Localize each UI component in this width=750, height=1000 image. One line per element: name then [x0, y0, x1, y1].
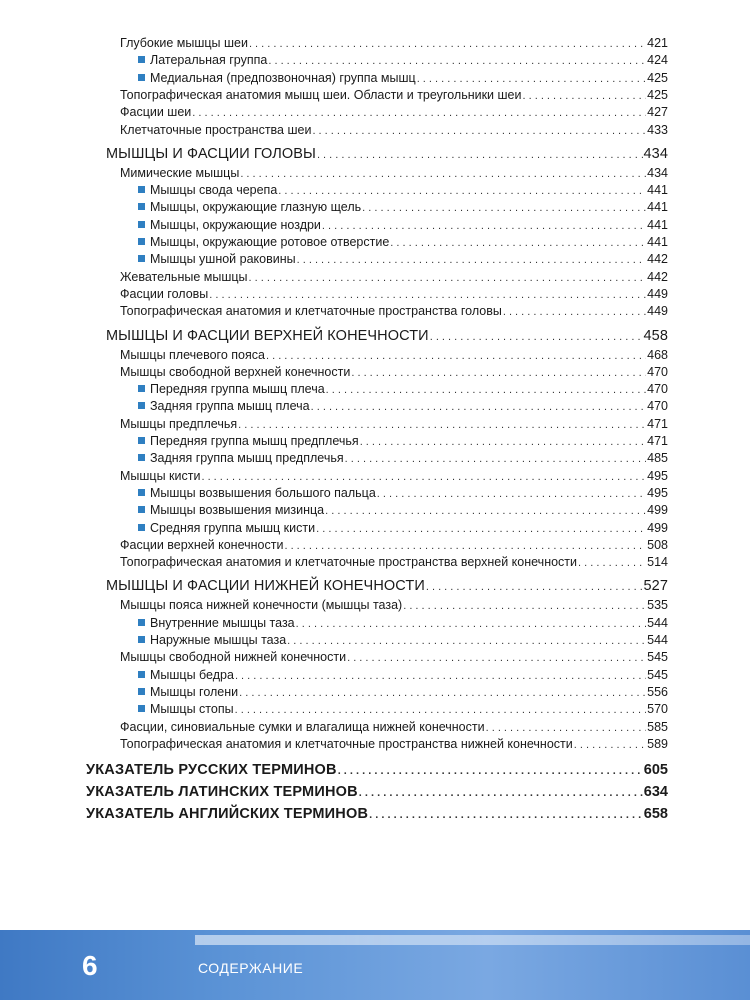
dot-leader: [503, 305, 646, 319]
square-bullet-icon: [138, 56, 145, 63]
toc-entry-page: 527: [643, 578, 668, 595]
toc-entry-title: Латеральная группа: [150, 53, 268, 68]
square-bullet-icon: [138, 186, 145, 193]
toc-entry: [138, 434, 668, 449]
toc-entry-page: 434: [643, 145, 668, 162]
toc-entry: [86, 806, 668, 824]
square-bullet-icon: [138, 203, 145, 210]
toc-entry: [106, 146, 668, 164]
dot-leader: [287, 634, 646, 648]
running-head: СОДЕРЖАНИЕ: [198, 960, 304, 976]
toc-entry: [138, 521, 668, 536]
toc-entry-page: 458: [643, 327, 668, 344]
toc-entry: [120, 304, 668, 319]
toc-entry-page: 425: [647, 70, 668, 85]
toc-entry: [120, 88, 668, 103]
toc-entry-title: Наружные мышцы таза: [150, 633, 287, 647]
toc-entry-title: УКАЗАТЕЛЬ РУССКИХ ТЕРМИНОВ: [86, 762, 337, 779]
square-bullet-icon: [138, 437, 145, 444]
toc-entry-title: Мышцы свода черепа: [150, 183, 278, 198]
toc-entry-title: Клетчаточные пространства шеи: [120, 122, 312, 137]
toc-entry: [138, 200, 668, 215]
toc-entry: [138, 382, 668, 397]
toc-entry-title: Мимические мышцы: [120, 165, 240, 180]
toc-entry-page: 434: [647, 165, 668, 180]
toc-entry: [120, 365, 668, 380]
dot-leader: [249, 271, 647, 285]
toc-entry-title: МЫШЦЫ И ФАСЦИИ ГОЛОВЫ: [106, 145, 316, 162]
toc-entry-page: 421: [647, 36, 668, 50]
toc-entry-page: 433: [647, 122, 668, 137]
square-bullet-icon: [138, 221, 145, 228]
toc-entry: [120, 36, 668, 51]
toc-entry-page: 449: [647, 304, 668, 319]
toc-entry-title: Глубокие мышцы шеи: [120, 36, 248, 50]
toc-entry: [138, 616, 668, 631]
dot-leader: [417, 72, 646, 86]
toc-entry-title: МЫШЦЫ И ФАСЦИИ ВЕРХНЕЙ КОНЕЧНОСТИ: [106, 327, 429, 344]
dot-leader: [284, 539, 646, 553]
square-bullet-icon: [138, 385, 145, 392]
toc-entry-page: 589: [647, 736, 668, 751]
dot-leader: [209, 288, 646, 302]
toc-entry-page: 495: [647, 468, 668, 483]
toc-entry-title: Фасции верхней конечности: [120, 537, 284, 552]
toc-entry: [138, 702, 668, 717]
toc-entry-page: 556: [647, 684, 668, 699]
dot-leader: [266, 349, 646, 363]
square-bullet-icon: [138, 671, 145, 678]
toc-entry-title: Мышцы стопы: [150, 702, 234, 717]
toc-entry: [138, 53, 668, 68]
toc-entry-page: 544: [647, 615, 668, 630]
toc-entry-page: 570: [647, 702, 668, 717]
toc-entry-title: Мышцы предплечья: [120, 416, 238, 431]
toc-entry-title: Задняя группа мышц предплечья: [150, 451, 344, 466]
square-bullet-icon: [138, 255, 145, 262]
dot-leader: [522, 89, 646, 103]
square-bullet-icon: [138, 636, 145, 643]
toc-entry-title: Фасции головы: [120, 286, 209, 301]
toc-entry-title: МЫШЦЫ И ФАСЦИИ НИЖНЕЙ КОНЕЧНОСТИ: [106, 578, 425, 595]
toc-entry-page: 545: [647, 650, 668, 665]
toc-entry-title: Фасции шеи: [120, 105, 192, 120]
toc-entry: [138, 218, 668, 233]
toc-entry: [138, 451, 668, 466]
dot-leader: [325, 504, 646, 518]
dot-leader: [192, 106, 646, 120]
dot-leader: [249, 37, 646, 51]
dot-leader: [240, 167, 646, 181]
toc-entry-page: 658: [643, 806, 668, 823]
dot-leader: [426, 579, 643, 596]
toc-entry-page: 442: [647, 269, 668, 284]
toc-entry-title: Задняя группа мышц плеча: [150, 399, 310, 414]
dot-leader: [326, 383, 646, 397]
toc-entry-title: Мышцы бедра: [150, 667, 234, 682]
toc-entry-page: 427: [647, 105, 668, 120]
square-bullet-icon: [138, 688, 145, 695]
toc-entry-page: 442: [647, 252, 668, 267]
footer-highlight-strip: [195, 935, 750, 945]
dot-leader: [377, 487, 646, 501]
toc-entry-page: 508: [647, 537, 668, 552]
toc-entry-title: Медиальная (предпозвоночная) группа мышц: [150, 70, 416, 85]
toc-entry: [120, 123, 668, 138]
dot-leader: [296, 617, 647, 631]
dot-leader: [322, 219, 646, 233]
toc-entry: [120, 598, 668, 613]
toc-entry: [138, 685, 668, 700]
toc-entry-page: 470: [647, 382, 668, 397]
dot-leader: [369, 807, 643, 824]
toc-entry-title: Передняя группа мышц плеча: [150, 382, 325, 397]
page-number: 6: [82, 950, 98, 981]
toc-entry-title: УКАЗАТЕЛЬ АНГЛИЙСКИХ ТЕРМИНОВ: [86, 806, 369, 823]
toc-entry-page: 441: [647, 200, 668, 215]
toc-entry-title: Мышцы свободной нижней конечности: [120, 650, 347, 665]
dot-leader: [312, 124, 646, 138]
toc-entry: [138, 633, 668, 648]
toc-entry-title: Фасции, синовиальные сумки и влагалища нижней конечности: [120, 719, 485, 734]
dot-leader: [278, 184, 646, 198]
toc-entry-page: 499: [647, 520, 668, 535]
toc-entry-page: 471: [647, 434, 668, 448]
toc-entry: [138, 486, 668, 501]
toc-entry-title: Мышцы возвышения мизинца: [150, 503, 325, 518]
toc-entry: [86, 762, 668, 780]
toc-entry-page: 468: [647, 347, 668, 362]
toc-entry-page: 634: [643, 784, 668, 801]
toc-entry-title: Мышцы кисти: [120, 468, 201, 483]
toc-entry: [106, 328, 668, 346]
square-bullet-icon: [138, 506, 145, 513]
toc-entry-title: Внутренние мышцы таза: [150, 615, 295, 630]
toc-entry-page: 485: [647, 451, 668, 466]
toc-entry-page: 545: [647, 667, 668, 682]
dot-leader: [239, 686, 646, 700]
toc-entry-title: Топографическая анатомия и клетчаточные пространства нижней конечности: [120, 736, 573, 751]
toc-entry-title: Мышцы возвышения большого пальца: [150, 485, 376, 500]
toc-entry-title: Мышцы голени: [150, 684, 239, 699]
toc-entry-page: 449: [647, 286, 668, 301]
toc-entry-page: 470: [647, 399, 668, 414]
square-bullet-icon: [138, 454, 145, 461]
toc-entry: [138, 399, 668, 414]
dot-leader: [338, 763, 643, 780]
dot-leader: [238, 418, 646, 432]
toc-entry-title: Передняя группа мышц предплечья: [150, 434, 359, 448]
toc-entry: [120, 166, 668, 181]
toc-entry: [120, 287, 668, 302]
toc-entry-page: 441: [647, 235, 668, 249]
toc-entry: [120, 105, 668, 120]
toc-entry: [120, 469, 668, 484]
dot-leader: [390, 236, 646, 250]
square-bullet-icon: [138, 619, 145, 626]
dot-leader: [578, 556, 646, 570]
toc-entry-page: 585: [647, 719, 668, 734]
toc-entry: [106, 578, 668, 596]
toc-entry: [120, 270, 668, 285]
toc-entry-page: 425: [647, 87, 668, 102]
toc-entry-page: 471: [647, 416, 668, 431]
dot-leader: [345, 452, 647, 466]
dot-leader: [359, 785, 643, 802]
toc-entry-title: Жевательные мышцы: [120, 269, 248, 284]
dot-leader: [351, 366, 646, 380]
toc-entry: [138, 183, 668, 198]
toc-entry: [120, 417, 668, 432]
dot-leader: [235, 669, 646, 683]
toc-entry-title: Мышцы плечевого пояса: [120, 347, 265, 362]
dot-leader: [347, 651, 646, 665]
toc-entry-title: Мышцы свободной верхней конечности: [120, 364, 351, 379]
toc-entry-page: 441: [647, 217, 668, 232]
dot-leader: [297, 253, 647, 267]
dot-leader: [486, 721, 647, 735]
dot-leader: [201, 470, 646, 484]
toc-entry: [120, 555, 668, 570]
toc-entry: [120, 737, 668, 752]
square-bullet-icon: [138, 238, 145, 245]
toc-entry: [138, 235, 668, 250]
dot-leader: [574, 738, 646, 752]
dot-leader: [403, 599, 646, 613]
dot-leader: [360, 435, 646, 449]
dot-leader: [316, 522, 646, 536]
toc-entry-page: 495: [647, 485, 668, 500]
toc-entry-title: Топографическая анатомия мышц шеи. Области и треугольники шеи: [120, 87, 522, 102]
toc-entry-page: 441: [647, 183, 668, 198]
toc-entry-page: 499: [647, 503, 668, 518]
toc-entry: [138, 503, 668, 518]
toc-entry: [138, 668, 668, 683]
dot-leader: [268, 54, 646, 68]
square-bullet-icon: [138, 524, 145, 531]
dot-leader: [430, 329, 643, 346]
toc-entry-page: 535: [647, 598, 668, 613]
toc-entry: [120, 538, 668, 553]
toc-entry-title: Топографическая анатомия и клетчаточные пространства головы: [120, 304, 502, 319]
square-bullet-icon: [138, 705, 145, 712]
square-bullet-icon: [138, 74, 145, 81]
toc-entry: [138, 71, 668, 86]
toc-entry-page: 514: [647, 555, 668, 570]
toc-entry-page: 544: [647, 633, 668, 647]
toc-entry-page: 605: [643, 762, 668, 779]
dot-leader: [317, 147, 643, 164]
toc-entry: [120, 348, 668, 363]
toc-entry: [120, 720, 668, 735]
toc-entry-page: 470: [647, 364, 668, 379]
toc-entry: [86, 784, 668, 802]
dot-leader: [311, 400, 647, 414]
dot-leader: [235, 703, 647, 717]
toc-entry-title: Мышцы пояса нижней конечности (мышцы таза): [120, 598, 403, 613]
toc-entry: [120, 650, 668, 665]
dot-leader: [362, 201, 646, 215]
square-bullet-icon: [138, 489, 145, 496]
toc-entry-title: Мышцы, окружающие ротовое отверстие: [150, 235, 390, 249]
toc-entry-title: Топографическая анатомия и клетчаточные пространства верхней конечности: [120, 555, 578, 570]
toc-entry-title: Средняя группа мышц кисти: [150, 520, 316, 535]
square-bullet-icon: [138, 402, 145, 409]
toc-entry-title: Мышцы, окружающие ноздри: [150, 217, 321, 232]
toc-entry: [138, 252, 668, 267]
toc-entry-page: 424: [647, 53, 668, 68]
toc-entry-title: Мышцы ушной раковины: [150, 252, 296, 267]
toc-entry-title: Мышцы, окружающие глазную щель: [150, 200, 362, 215]
toc-entry-title: УКАЗАТЕЛЬ ЛАТИНСКИХ ТЕРМИНОВ: [86, 784, 358, 801]
